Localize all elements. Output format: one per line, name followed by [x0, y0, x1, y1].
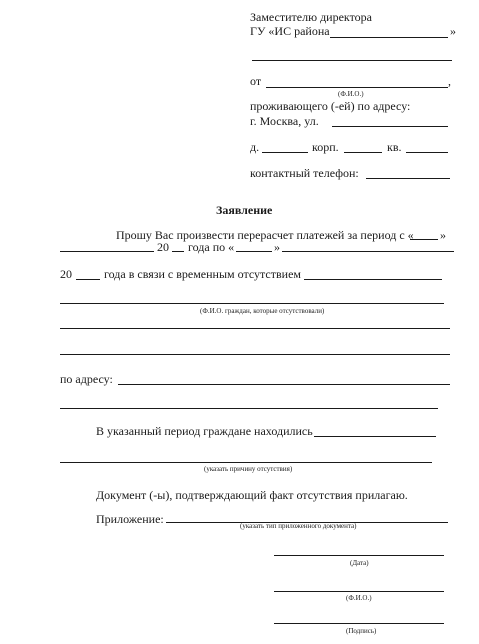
request-close-quote: »: [440, 228, 446, 242]
apartment-field[interactable]: [406, 152, 448, 153]
recipient-extra-line[interactable]: [252, 60, 452, 61]
address-field-2[interactable]: [60, 408, 438, 409]
absence-field[interactable]: [304, 279, 442, 280]
signature-caption: (Подпись): [346, 627, 377, 635]
building-field[interactable]: [344, 152, 382, 153]
location-text: В указанный период граждане находились: [96, 424, 313, 438]
period-end-year-prefix: 20: [60, 267, 72, 281]
period-start-year-prefix: 20: [157, 240, 169, 254]
from-fio-field[interactable]: [266, 87, 448, 88]
absent-persons-field-3[interactable]: [60, 354, 450, 355]
absent-persons-field[interactable]: [60, 303, 444, 304]
street-field[interactable]: [332, 126, 448, 127]
absence-text: года в связи с временным отсутствием: [104, 267, 301, 281]
phone-field[interactable]: [366, 178, 450, 179]
from-label: от: [250, 74, 262, 88]
request-text: Прошу Вас произвести перерасчет платежей за период с «: [116, 228, 414, 242]
period-end-year-field[interactable]: [76, 279, 100, 280]
absent-persons-field-2[interactable]: [60, 328, 450, 329]
residing-label: проживающего (-ей) по адресу:: [250, 99, 411, 113]
from-comma: ,: [448, 74, 451, 88]
period-start-year-field[interactable]: [172, 251, 184, 252]
signer-fio-caption: (Ф.И.О.): [346, 594, 372, 602]
attachment-caption: (указать тип приложенного документа): [240, 522, 357, 530]
apartment-label: кв.: [387, 140, 402, 154]
period-start-day-field[interactable]: [410, 239, 438, 240]
absent-persons-caption: (Ф.И.О. граждан, которые отсутствовали): [200, 307, 325, 315]
recipient-org-close: »: [450, 24, 456, 38]
reason-field[interactable]: [60, 462, 432, 463]
recipient-org-label: ГУ «ИС района: [250, 24, 330, 38]
house-label: д.: [250, 140, 260, 154]
period-start-month-field[interactable]: [60, 251, 154, 252]
from-fio-caption: (Ф.И.О.): [338, 90, 364, 98]
address-label: по адресу:: [60, 372, 113, 386]
document-title: Заявление: [216, 203, 273, 217]
recipient-title: Заместителю директора: [250, 10, 373, 24]
date-caption: (Дата): [350, 559, 369, 567]
reason-caption: (указать причину отсутствия): [204, 465, 293, 473]
document-note: Документ (-ы), подтверждающий факт отсутствия прилагаю.: [96, 488, 408, 502]
period-end-close-quote: »: [274, 240, 280, 254]
period-end-day-field[interactable]: [236, 251, 272, 252]
location-field[interactable]: [314, 436, 436, 437]
district-field[interactable]: [330, 37, 448, 38]
address-field[interactable]: [118, 384, 450, 385]
attachment-label: Приложение:: [96, 512, 164, 526]
signer-fio-field[interactable]: [274, 591, 444, 592]
period-end-month-field[interactable]: [282, 251, 454, 252]
date-field[interactable]: [274, 555, 444, 556]
signature-field[interactable]: [274, 623, 444, 624]
period-until-label: года по «: [188, 240, 235, 254]
building-label: корп.: [312, 140, 339, 154]
city-street-label: г. Москва, ул.: [250, 114, 319, 128]
house-field[interactable]: [262, 152, 308, 153]
phone-label: контактный телефон:: [250, 166, 359, 180]
